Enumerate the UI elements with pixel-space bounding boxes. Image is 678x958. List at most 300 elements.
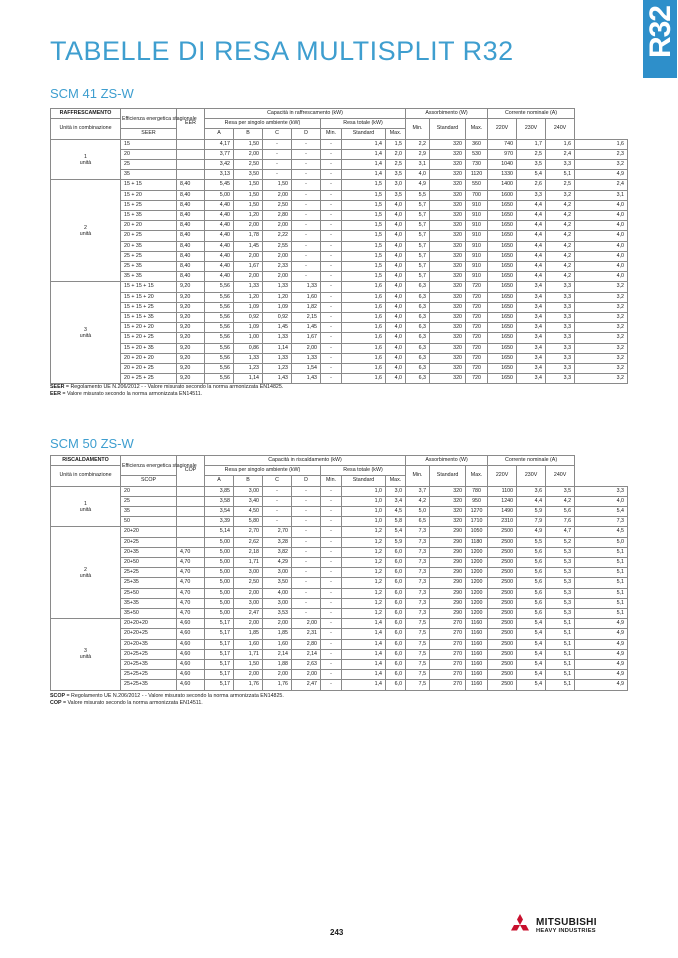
value-cell: 7,5 — [406, 629, 430, 639]
value-cell — [177, 537, 205, 547]
value-cell: 5,0 — [575, 537, 628, 547]
max-header: Max. — [386, 129, 406, 139]
table-row — [51, 558, 628, 568]
value-cell: - — [321, 364, 342, 374]
combination-cell: 35 — [121, 170, 177, 180]
value-cell: 320 — [430, 313, 466, 323]
value-cell: 290 — [430, 578, 466, 588]
value-cell: 720 — [466, 364, 488, 374]
value-cell: 1,33 — [263, 333, 292, 343]
note-text: = Regolamento UE N.206/2012 - - Valore misurato secondo la norma armonizzata EN14825. — [65, 693, 284, 699]
value-cell: 8,40 — [177, 200, 205, 210]
value-cell: 1,23 — [234, 364, 263, 374]
value-cell: 2500 — [488, 649, 517, 659]
value-cell: 1,20 — [263, 292, 292, 302]
table-row — [51, 211, 628, 221]
value-cell: 2,14 — [292, 649, 321, 659]
value-cell: 5,3 — [546, 578, 575, 588]
value-cell: 1650 — [488, 241, 517, 251]
value-cell: 5,3 — [546, 568, 575, 578]
value-cell: 910 — [466, 272, 488, 282]
value-cell: 4,9 — [575, 170, 628, 180]
value-cell: 1,85 — [263, 629, 292, 639]
value-cell: 700 — [466, 190, 488, 200]
value-cell: 3,3 — [575, 486, 628, 496]
value-cell: 3,5 — [546, 486, 575, 496]
value-cell: - — [321, 517, 342, 527]
value-cell: 2,00 — [292, 343, 321, 353]
value-cell: 5,5 — [517, 537, 546, 547]
value-cell: 1,6 — [342, 302, 386, 312]
combination-cell: 50 — [121, 517, 177, 527]
value-cell: 5,5 — [406, 190, 430, 200]
table-row — [51, 527, 628, 537]
value-cell: 5,6 — [517, 568, 546, 578]
value-cell: 1,82 — [292, 302, 321, 312]
section-tab — [643, 0, 677, 78]
value-cell: 1120 — [466, 170, 488, 180]
value-cell: 5,56 — [205, 302, 234, 312]
value-cell: 6,0 — [386, 568, 406, 578]
value-cell: 720 — [466, 353, 488, 363]
value-cell: - — [292, 496, 321, 506]
value-cell: 3,3 — [546, 282, 575, 292]
group-label: 3 unità — [51, 619, 121, 690]
value-cell: 290 — [430, 568, 466, 578]
value-cell: 2,00 — [234, 272, 263, 282]
value-cell: 1,50 — [234, 190, 263, 200]
table-row — [51, 353, 628, 363]
tab-label: R32 — [644, 6, 677, 59]
power-header: Assorbimento (W) — [406, 456, 488, 466]
value-cell: 6,5 — [406, 517, 430, 527]
heating-table — [50, 455, 628, 691]
value-cell: - — [292, 598, 321, 608]
header-row — [51, 109, 628, 119]
value-cell: 2,70 — [263, 527, 292, 537]
value-cell: 6,0 — [386, 680, 406, 690]
value-cell: - — [292, 262, 321, 272]
value-cell: 320 — [430, 190, 466, 200]
heating-notes — [50, 693, 284, 707]
value-cell: 320 — [430, 374, 466, 384]
value-cell: 9,20 — [177, 374, 205, 384]
table-row — [51, 149, 628, 159]
value-cell: 3,40 — [234, 496, 263, 506]
combination-cell: 25 — [121, 496, 177, 506]
value-cell: 290 — [430, 609, 466, 619]
value-cell: 5,56 — [205, 282, 234, 292]
value-cell: 8,40 — [177, 241, 205, 251]
value-cell: 5,6 — [546, 507, 575, 517]
value-cell: 720 — [466, 374, 488, 384]
value-cell: 1650 — [488, 302, 517, 312]
combination-cell: 35+35 — [121, 598, 177, 608]
efficiency-header: Efficienza energetica stagionale — [121, 109, 177, 129]
value-cell: 3,77 — [205, 149, 234, 159]
value-cell: 1160 — [466, 670, 488, 680]
value-cell: 2500 — [488, 558, 517, 568]
value-cell: - — [292, 272, 321, 282]
value-cell: 9,20 — [177, 292, 205, 302]
value-cell: 1,4 — [342, 149, 386, 159]
value-cell: 3,5 — [386, 170, 406, 180]
value-cell: 5,1 — [575, 609, 628, 619]
combination-cell: 20 — [121, 149, 177, 159]
value-cell: 2,00 — [234, 221, 263, 231]
value-cell: 1,5 — [342, 251, 386, 261]
combination-cell: 20 + 25 + 25 — [121, 374, 177, 384]
value-cell: 1,4 — [342, 139, 386, 149]
value-cell: 1,6 — [575, 139, 628, 149]
mode-header: RISCALDAMENTO — [51, 456, 121, 466]
value-cell: 5,80 — [234, 517, 263, 527]
value-cell: 5,6 — [517, 598, 546, 608]
a-header: A — [205, 129, 234, 139]
value-cell: 1,6 — [342, 292, 386, 302]
value-cell: 5,17 — [205, 629, 234, 639]
value-cell: 6,0 — [386, 629, 406, 639]
value-cell: 1270 — [466, 507, 488, 517]
value-cell: 2,00 — [263, 190, 292, 200]
value-cell: 1,60 — [292, 292, 321, 302]
table-row — [51, 139, 628, 149]
value-cell: 2,5 — [546, 180, 575, 190]
value-cell: 1,43 — [292, 374, 321, 384]
combination-header: Unità in combinazione — [51, 119, 121, 139]
value-cell: 1,54 — [292, 364, 321, 374]
value-cell: 5,56 — [205, 374, 234, 384]
value-cell: 5,3 — [546, 609, 575, 619]
value-cell: 5,4 — [517, 619, 546, 629]
value-cell: 6,0 — [386, 558, 406, 568]
value-cell: 3,5 — [386, 190, 406, 200]
value-cell: 6,3 — [406, 343, 430, 353]
value-cell: 4,0 — [575, 200, 628, 210]
value-cell: 1,76 — [234, 680, 263, 690]
value-cell: 1,6 — [342, 333, 386, 343]
value-cell: 1,76 — [263, 680, 292, 690]
value-cell: 1200 — [466, 558, 488, 568]
value-cell: 1,88 — [263, 660, 292, 670]
value-cell: 2500 — [488, 578, 517, 588]
value-cell: 270 — [430, 670, 466, 680]
group-label: 1 unità — [51, 139, 121, 180]
value-cell: 3,85 — [205, 486, 234, 496]
value-cell: 1650 — [488, 353, 517, 363]
value-cell: 7,5 — [406, 660, 430, 670]
value-cell: 1,33 — [292, 282, 321, 292]
value-cell: 910 — [466, 251, 488, 261]
value-cell: 3,5 — [517, 160, 546, 170]
value-cell — [177, 139, 205, 149]
value-cell: 1,09 — [234, 323, 263, 333]
value-cell: 6,3 — [406, 374, 430, 384]
value-cell: 5,4 — [517, 639, 546, 649]
table-row — [51, 619, 628, 629]
value-cell: 3,00 — [234, 568, 263, 578]
value-cell: 4,40 — [205, 231, 234, 241]
table-row — [51, 364, 628, 374]
value-cell: 1,2 — [342, 588, 386, 598]
value-cell: 3,2 — [575, 333, 628, 343]
value-cell: - — [321, 537, 342, 547]
table-row — [51, 231, 628, 241]
value-cell: 1,2 — [342, 537, 386, 547]
value-cell: 2500 — [488, 619, 517, 629]
power-min-header: Min. — [406, 119, 430, 139]
value-cell: 320 — [430, 139, 466, 149]
combination-cell: 25+25+25 — [121, 670, 177, 680]
value-cell: 5,4 — [517, 670, 546, 680]
value-cell: 1,4 — [342, 680, 386, 690]
value-cell: 4,2 — [546, 211, 575, 221]
capacity-header: Capacità in riscaldamento (kW) — [205, 456, 406, 466]
value-cell: 9,20 — [177, 333, 205, 343]
value-cell: 3,00 — [234, 486, 263, 496]
value-cell: 320 — [430, 364, 466, 374]
group-label: 3 unità — [51, 282, 121, 384]
value-cell: 1,4 — [342, 639, 386, 649]
table-row — [51, 160, 628, 170]
value-cell: 7,5 — [406, 670, 430, 680]
b-header: B — [234, 129, 263, 139]
value-cell: 4,2 — [546, 272, 575, 282]
value-cell: 1,6 — [342, 313, 386, 323]
value-cell: - — [263, 496, 292, 506]
value-cell — [177, 149, 205, 159]
value-cell: 2500 — [488, 547, 517, 557]
value-cell: 2,22 — [263, 231, 292, 241]
combination-cell: 25 — [121, 160, 177, 170]
value-cell: 4,2 — [546, 241, 575, 251]
value-cell: 4,70 — [177, 598, 205, 608]
table-row — [51, 660, 628, 670]
value-cell: 1,33 — [234, 282, 263, 292]
value-cell: 1650 — [488, 251, 517, 261]
value-cell: 1,5 — [342, 211, 386, 221]
value-cell: 3,4 — [517, 313, 546, 323]
value-cell: 3,39 — [205, 517, 234, 527]
value-cell: - — [321, 241, 342, 251]
value-cell: 4,60 — [177, 639, 205, 649]
efficiency-header: Efficienza energetica stagionale — [121, 456, 177, 476]
value-cell: 720 — [466, 333, 488, 343]
table-row — [51, 170, 628, 180]
table-row — [51, 292, 628, 302]
total-header: Resa totale (kW) — [321, 119, 406, 129]
value-cell: 4,70 — [177, 578, 205, 588]
value-cell: 1650 — [488, 221, 517, 231]
table-row — [51, 251, 628, 261]
value-cell: 1,14 — [234, 374, 263, 384]
value-cell: 4,40 — [205, 251, 234, 261]
value-cell: - — [292, 231, 321, 241]
value-cell: 1,60 — [234, 639, 263, 649]
value-cell: 9,20 — [177, 353, 205, 363]
value-cell: 8,40 — [177, 231, 205, 241]
value-cell: 1,4 — [342, 660, 386, 670]
value-cell: - — [321, 568, 342, 578]
v220-header: 220V — [488, 119, 517, 139]
value-cell: 720 — [466, 343, 488, 353]
value-cell: 4,0 — [386, 221, 406, 231]
value-cell: 4,60 — [177, 680, 205, 690]
value-cell: 4,0 — [386, 302, 406, 312]
value-cell: 5,1 — [546, 670, 575, 680]
value-cell: 6,0 — [386, 639, 406, 649]
table-row — [51, 374, 628, 384]
value-cell: 3,2 — [575, 302, 628, 312]
value-cell: 4,0 — [575, 262, 628, 272]
value-cell: 6,0 — [386, 588, 406, 598]
value-cell: 320 — [430, 333, 466, 343]
value-cell: 1,5 — [342, 180, 386, 190]
value-cell: 3,3 — [546, 364, 575, 374]
value-cell: - — [292, 139, 321, 149]
value-cell: 2,00 — [234, 149, 263, 159]
combination-cell: 15 — [121, 139, 177, 149]
value-cell: 4,40 — [205, 221, 234, 231]
std-header: Standard — [342, 476, 386, 486]
value-cell: 1240 — [488, 496, 517, 506]
note-line — [50, 391, 283, 398]
value-cell: 4,0 — [575, 211, 628, 221]
note-text: = Valore misurato secondo la norma armonizzata EN14511. — [61, 700, 203, 706]
value-cell: - — [263, 139, 292, 149]
combination-cell: 25+35 — [121, 578, 177, 588]
value-cell: 8,40 — [177, 251, 205, 261]
value-cell: 4,0 — [386, 200, 406, 210]
value-cell: 9,20 — [177, 282, 205, 292]
value-cell: 5,00 — [205, 578, 234, 588]
value-cell: 1,45 — [292, 323, 321, 333]
value-cell: 7,9 — [517, 517, 546, 527]
value-cell: 910 — [466, 262, 488, 272]
value-cell: 2500 — [488, 629, 517, 639]
value-cell: - — [321, 353, 342, 363]
value-cell: 6,3 — [406, 323, 430, 333]
value-cell: 2,00 — [263, 670, 292, 680]
power-std-header: Standard — [430, 466, 466, 486]
value-cell: 320 — [430, 231, 466, 241]
std-header: Standard — [342, 129, 386, 139]
value-cell: 1160 — [466, 639, 488, 649]
value-cell: 1650 — [488, 200, 517, 210]
value-cell: 290 — [430, 588, 466, 598]
group-label: 2 unità — [51, 180, 121, 282]
combination-header: Unità in combinazione — [51, 466, 121, 486]
value-cell: 4,0 — [386, 374, 406, 384]
value-cell: 4,0 — [386, 251, 406, 261]
value-cell: 3,28 — [263, 537, 292, 547]
value-cell: 970 — [488, 149, 517, 159]
note-term: EER — [50, 391, 61, 397]
value-cell: - — [263, 149, 292, 159]
value-cell: 5,4 — [575, 507, 628, 517]
value-cell: 2,00 — [263, 272, 292, 282]
value-cell: 5,17 — [205, 660, 234, 670]
value-cell: 1,20 — [234, 211, 263, 221]
value-cell: 290 — [430, 558, 466, 568]
value-cell: 3,0 — [386, 486, 406, 496]
value-cell: - — [292, 211, 321, 221]
value-cell: 4,0 — [386, 262, 406, 272]
value-cell: 3,3 — [546, 302, 575, 312]
value-cell: - — [292, 568, 321, 578]
value-cell — [177, 507, 205, 517]
value-cell: 4,5 — [575, 527, 628, 537]
value-cell: 1,33 — [263, 353, 292, 363]
value-cell: 4,40 — [205, 200, 234, 210]
combination-cell: 35 + 35 — [121, 272, 177, 282]
value-cell: - — [292, 170, 321, 180]
value-cell: 1,33 — [263, 282, 292, 292]
value-cell: 6,0 — [386, 547, 406, 557]
power-min-header: Min. — [406, 466, 430, 486]
value-cell: 3,50 — [234, 170, 263, 180]
value-cell: 5,1 — [546, 629, 575, 639]
value-cell: 1,2 — [342, 598, 386, 608]
current-header: Corrente nominale (A) — [488, 456, 575, 466]
value-cell: 320 — [430, 251, 466, 261]
c-header: C — [263, 129, 292, 139]
value-cell: 3,00 — [263, 598, 292, 608]
combination-cell: 20+20 — [121, 527, 177, 537]
value-cell: 9,20 — [177, 343, 205, 353]
value-cell: 3,4 — [517, 353, 546, 363]
combination-cell: 15 + 20 + 20 — [121, 323, 177, 333]
value-cell: 4,60 — [177, 629, 205, 639]
value-cell: 1,5 — [386, 139, 406, 149]
value-cell: 2,50 — [234, 578, 263, 588]
value-cell: 720 — [466, 313, 488, 323]
value-cell: - — [321, 670, 342, 680]
table-row — [51, 537, 628, 547]
value-cell: 1,4 — [342, 619, 386, 629]
value-cell: 2,63 — [292, 660, 321, 670]
value-cell: 2500 — [488, 670, 517, 680]
value-cell: 4,0 — [575, 241, 628, 251]
value-cell: 1160 — [466, 629, 488, 639]
value-cell: 5,1 — [546, 639, 575, 649]
value-cell: 720 — [466, 323, 488, 333]
value-cell: 320 — [430, 241, 466, 251]
value-cell: 1,50 — [234, 660, 263, 670]
value-cell: - — [292, 537, 321, 547]
value-cell: 1,6 — [342, 343, 386, 353]
combination-cell: 20+25 — [121, 537, 177, 547]
value-cell: 320 — [430, 170, 466, 180]
value-cell: 2,50 — [234, 160, 263, 170]
value-cell: 1,6 — [342, 364, 386, 374]
value-cell: 5,3 — [546, 547, 575, 557]
table-row — [51, 200, 628, 210]
value-cell: 5,56 — [205, 353, 234, 363]
value-cell: 1,6 — [342, 374, 386, 384]
note-line — [50, 384, 283, 391]
value-cell: 3,82 — [263, 547, 292, 557]
value-cell: 1,0 — [342, 496, 386, 506]
value-cell: - — [292, 200, 321, 210]
value-cell: - — [292, 527, 321, 537]
value-cell: 3,54 — [205, 507, 234, 517]
combination-cell: 20+20+35 — [121, 639, 177, 649]
a-header: A — [205, 476, 234, 486]
value-cell: 1,78 — [234, 231, 263, 241]
value-cell: 2,9 — [406, 149, 430, 159]
value-cell: 1400 — [488, 180, 517, 190]
